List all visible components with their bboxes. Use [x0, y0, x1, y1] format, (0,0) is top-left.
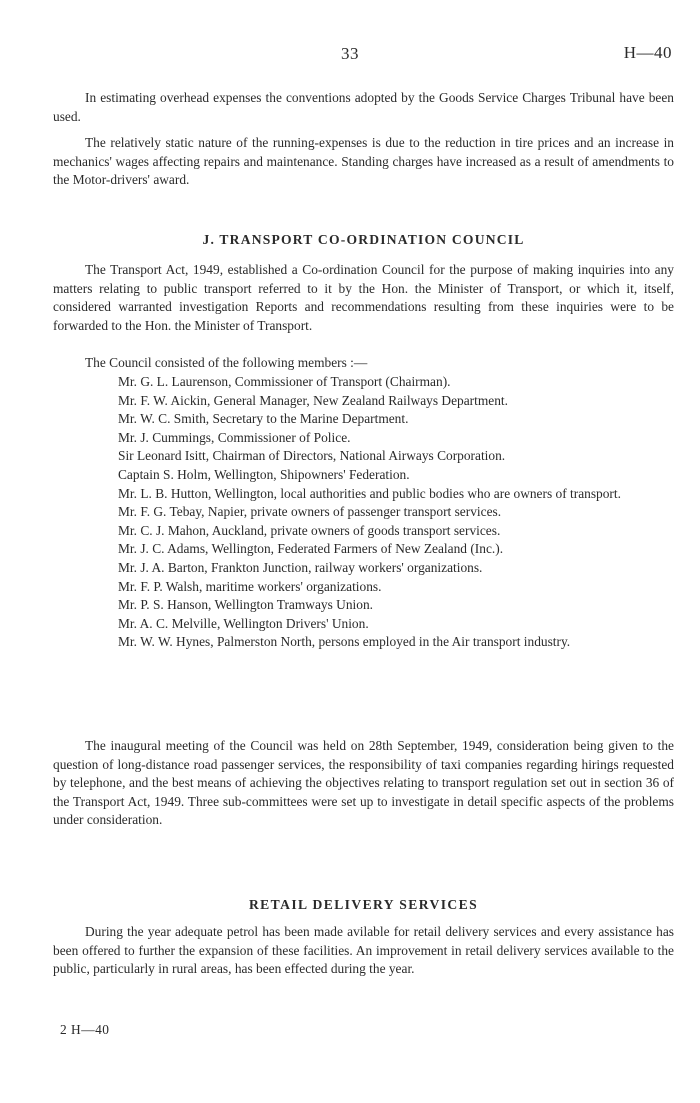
list-item: Mr. F. W. Aickin, General Manager, New Zealand Railways Department.: [118, 392, 508, 408]
list-item: Mr. J. Cummings, Commissioner of Police.: [118, 429, 351, 445]
list-item: Captain S. Holm, Wellington, Shipowners' Federation.: [118, 466, 410, 482]
paragraph-council-intro: The Transport Act, 1949, established a Co-ordination Council for the purpose of making inquiries into any matters relating to public transport referred to it by the Hon. the Minister of Transport, or which it, itself, considered warranted investigation Reports and recommendations resulting from these inquiries were to be forwarded to the Hon. the Minister of Transport.: [53, 262, 674, 333]
list-item: Mr. A. C. Melville, Wellington Drivers' Union.: [118, 615, 369, 631]
list-item: Sir Leonard Isitt, Chairman of Directors, National Airways Corporation.: [118, 448, 506, 464]
paragraph-inaugural-meeting: The inaugural meeting of the Council was held on 28th September, 1949, consideration being given to the question of long-distance road passenger services, the responsibility of taxi companies regarding hirings requested by telephone, and the best means of achieving the objectives relating to transport regulation set out in section 36 of the Transport Act, 1949. Three sub-committees were set up to investigate in detail specific aspects of the problems under consideration.: [53, 738, 674, 828]
section-heading-transport-council: J. TRANSPORT CO-ORDINATION COUNCIL: [202, 232, 525, 247]
paragraph-running-expenses: The relatively static nature of the running-expenses is due to the reduction in tire prices and an increase in mechanics' wages affecting repairs and maintenance. Standing charges have increased as a result of amendments to the Motor-drivers' award.: [53, 135, 674, 188]
section-heading-retail-delivery: RETAIL DELIVERY SERVICES: [248, 897, 479, 912]
paragraph-members-intro: The Council consisted of the following members :—: [85, 355, 368, 370]
list-item: Mr. J. C. Adams, Wellington, Federated Farmers of New Zealand (Inc.).: [118, 541, 504, 557]
page-number: 33: [341, 44, 359, 63]
list-item: Mr. F. G. Tebay, Napier, private owners of passenger transport services.: [118, 504, 502, 520]
printer-signature: 2 H—40: [60, 1022, 110, 1037]
list-item: Mr. W. C. Smith, Secretary to the Marine Department.: [118, 411, 409, 427]
council-member-list: [53, 373, 674, 652]
paragraph-retail-delivery: During the year adequate petrol has been made avilable for retail delivery services and every assistance has been offered to further the expansion of these facilities. An improvement in retail delivery services available to the public, particularly in rural areas, has been effected during the year.: [53, 924, 674, 977]
list-item: Mr. L. B. Hutton, Wellington, local authorities and public bodies who are owners of transport.: [118, 485, 621, 501]
list-item: Mr. J. A. Barton, Frankton Junction, railway workers' organizations.: [118, 559, 483, 575]
list-item: Mr. W. W. Hynes, Palmerston North, persons employed in the Air transport industry.: [118, 634, 571, 650]
report-reference: H—40: [623, 43, 672, 62]
list-item: Mr. C. J. Mahon, Auckland, private owners of goods transport services.: [118, 522, 501, 538]
list-item: Mr. G. L. Laurenson, Commissioner of Transport (Chairman).: [118, 374, 451, 389]
paragraph-overhead-expenses: In estimating overhead expenses the conventions adopted by the Goods Service Charges Tribunal have been used.: [53, 90, 674, 124]
list-item: Mr. P. S. Hanson, Wellington Tramways Union.: [118, 597, 373, 613]
list-item: Mr. F. P. Walsh, maritime workers' organizations.: [118, 578, 382, 594]
